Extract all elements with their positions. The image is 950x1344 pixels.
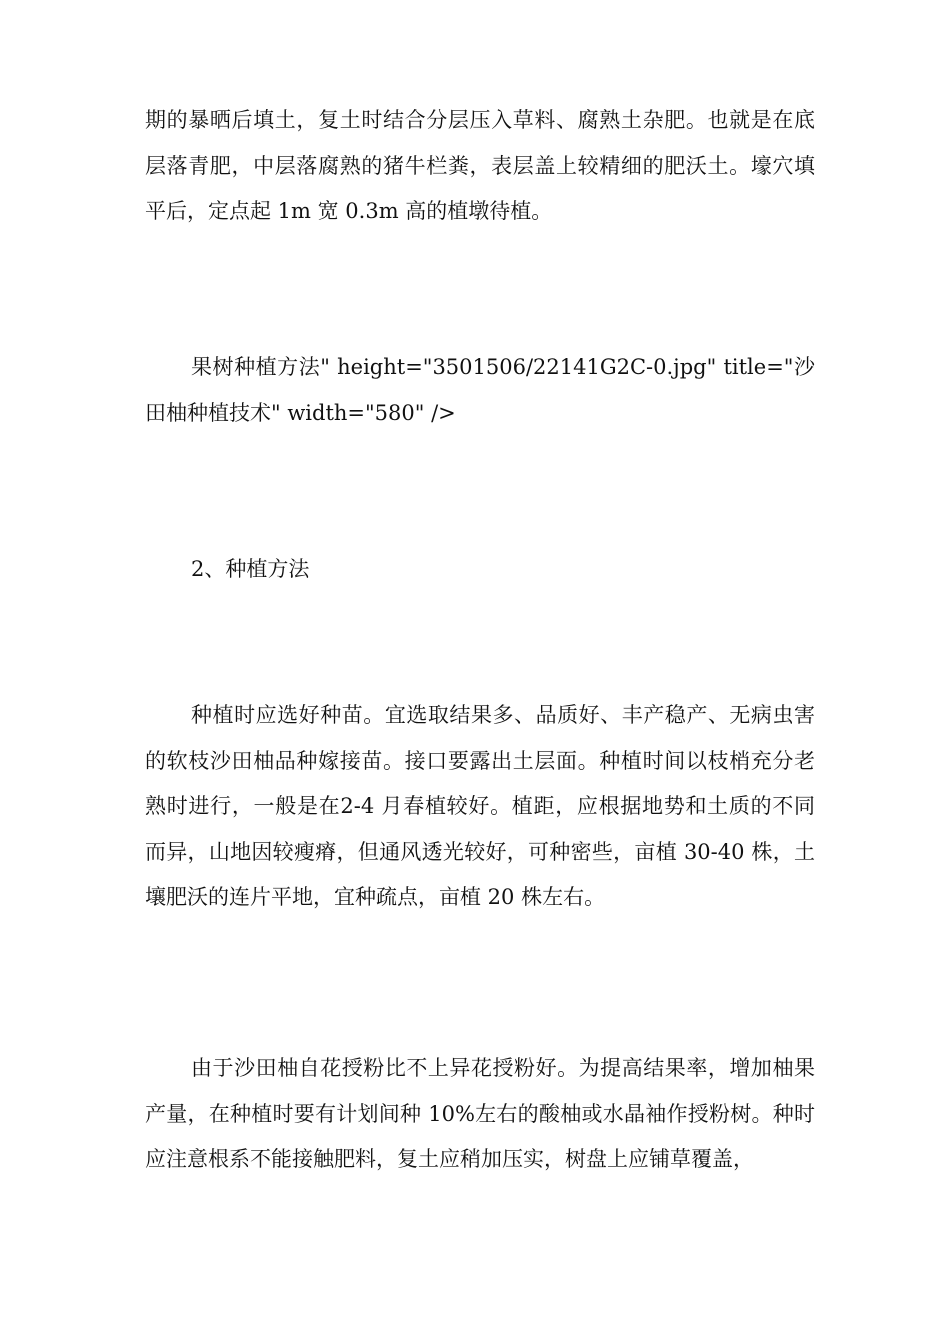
paragraph-pollination: 由于沙田柚自花授粉比不上异花授粉好。为提高结果率，增加柚果产量，在种植时要有计划间种 10%左右的酸柚或水晶袖作授粉树。种时应注意根系不能接触肥料，复土应稍加压实，树盘上应铺草覆盖， xyxy=(145,1056,815,1171)
paragraph-backfill: 期的暴晒后填土，复土时结合分层压入草料、腐熟土杂肥。也就是在底层落青肥，中层落腐熟的猪牛栏粪，表层盖上较精细的肥沃土。壕穴填平后，定点起 1m 宽 0.3m 高的植墩待植。 xyxy=(145,108,815,223)
paragraph-image-alt-residue: 果树种植方法" height="3501506/22141G2C-0.jpg" title="沙田柚种植技术" width="580" /> xyxy=(145,355,815,425)
paragraph-seedling-selection: 种植时应选好种苗。宜选取结果多、品质好、丰产稳产、无病虫害的软枝沙田柚品种嫁接苗。接口要露出土层面。种植时间以枝梢充分老熟时进行，一般是在2-4 月春植较好。植距，应根据地势和土质的不同而异，山地因较瘦瘠，但通风透光较好，可种密些，亩植 30-40 株，土壤肥沃的连片平地，宜种疏点，亩植 20 株左右。 xyxy=(145,703,815,909)
section-heading-planting-method: 2、种植方法 xyxy=(191,557,310,581)
